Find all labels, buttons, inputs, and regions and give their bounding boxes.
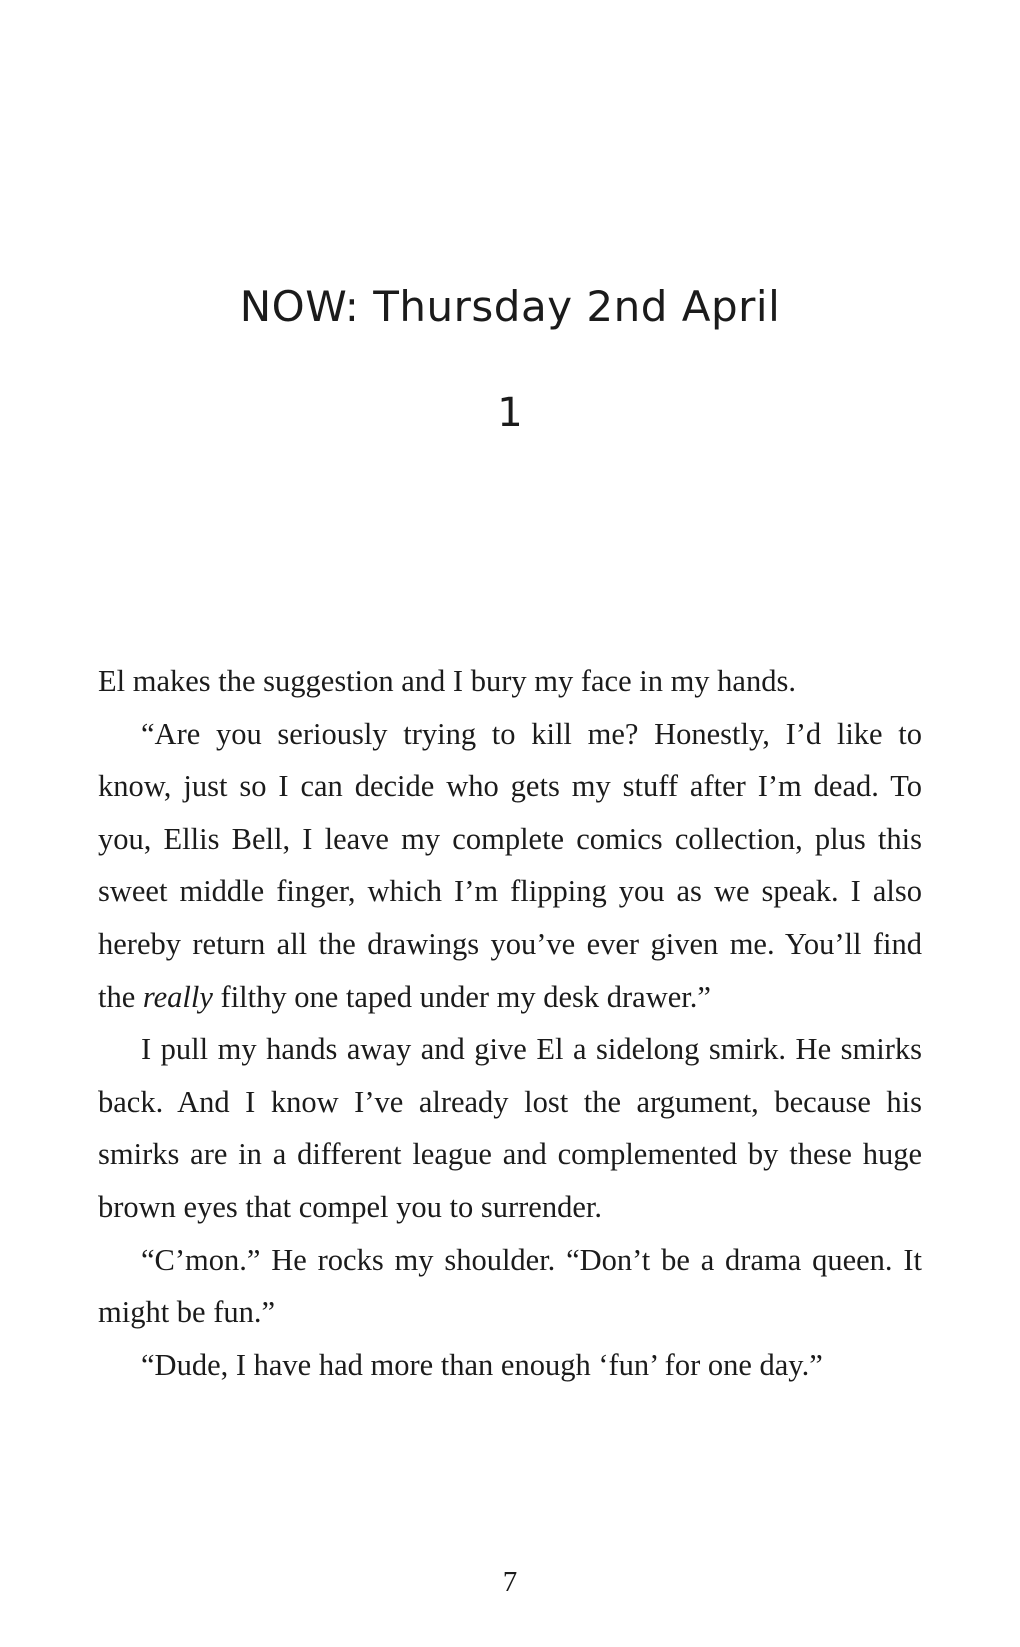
chapter-number: 1: [497, 390, 523, 436]
paragraph-text: “Are you seriously trying to kill me? Honestly, I’d like to know, just so I can decide who gets my stuff after I’m dead. To you, Ellis Bell, I leave my complete comics collection, plus this sweet middle finger, which I’m flipping you as we speak. I also hereby return all the drawings you’ve ever given me. You’ll find the: [98, 716, 922, 1014]
paragraph-p5: [98, 1339, 922, 1392]
paragraph-p2: [98, 708, 922, 1024]
italic-emphasis: really: [142, 979, 213, 1014]
paragraph-text: “Dude, I have had more than enough ‘fun’ for one day.”: [141, 1347, 823, 1382]
chapter-body-text: [98, 655, 922, 1391]
page-number: 7: [502, 1566, 518, 1598]
paragraph-text: El makes the suggestion and I bury my face in my hands.: [98, 664, 796, 698]
paragraph-p4: [98, 1234, 922, 1339]
paragraph-p3: [98, 1023, 922, 1233]
paragraph-text: “C’mon.” He rocks my shoulder. “Don’t be a drama queen. It might be fun.”: [98, 1242, 922, 1330]
part-title: NOW: Thursday 2nd April: [239, 282, 781, 331]
paragraph-text: I pull my hands away and give El a sidelong smirk. He smirks back. And I know I’ve already lost the argument, because his smirks are in a different league and complemented by these huge brown eyes that compel you to surrender.: [98, 1032, 922, 1224]
paragraph-p1: [98, 655, 922, 708]
paragraph-text: filthy one taped under my desk drawer.”: [212, 979, 711, 1014]
